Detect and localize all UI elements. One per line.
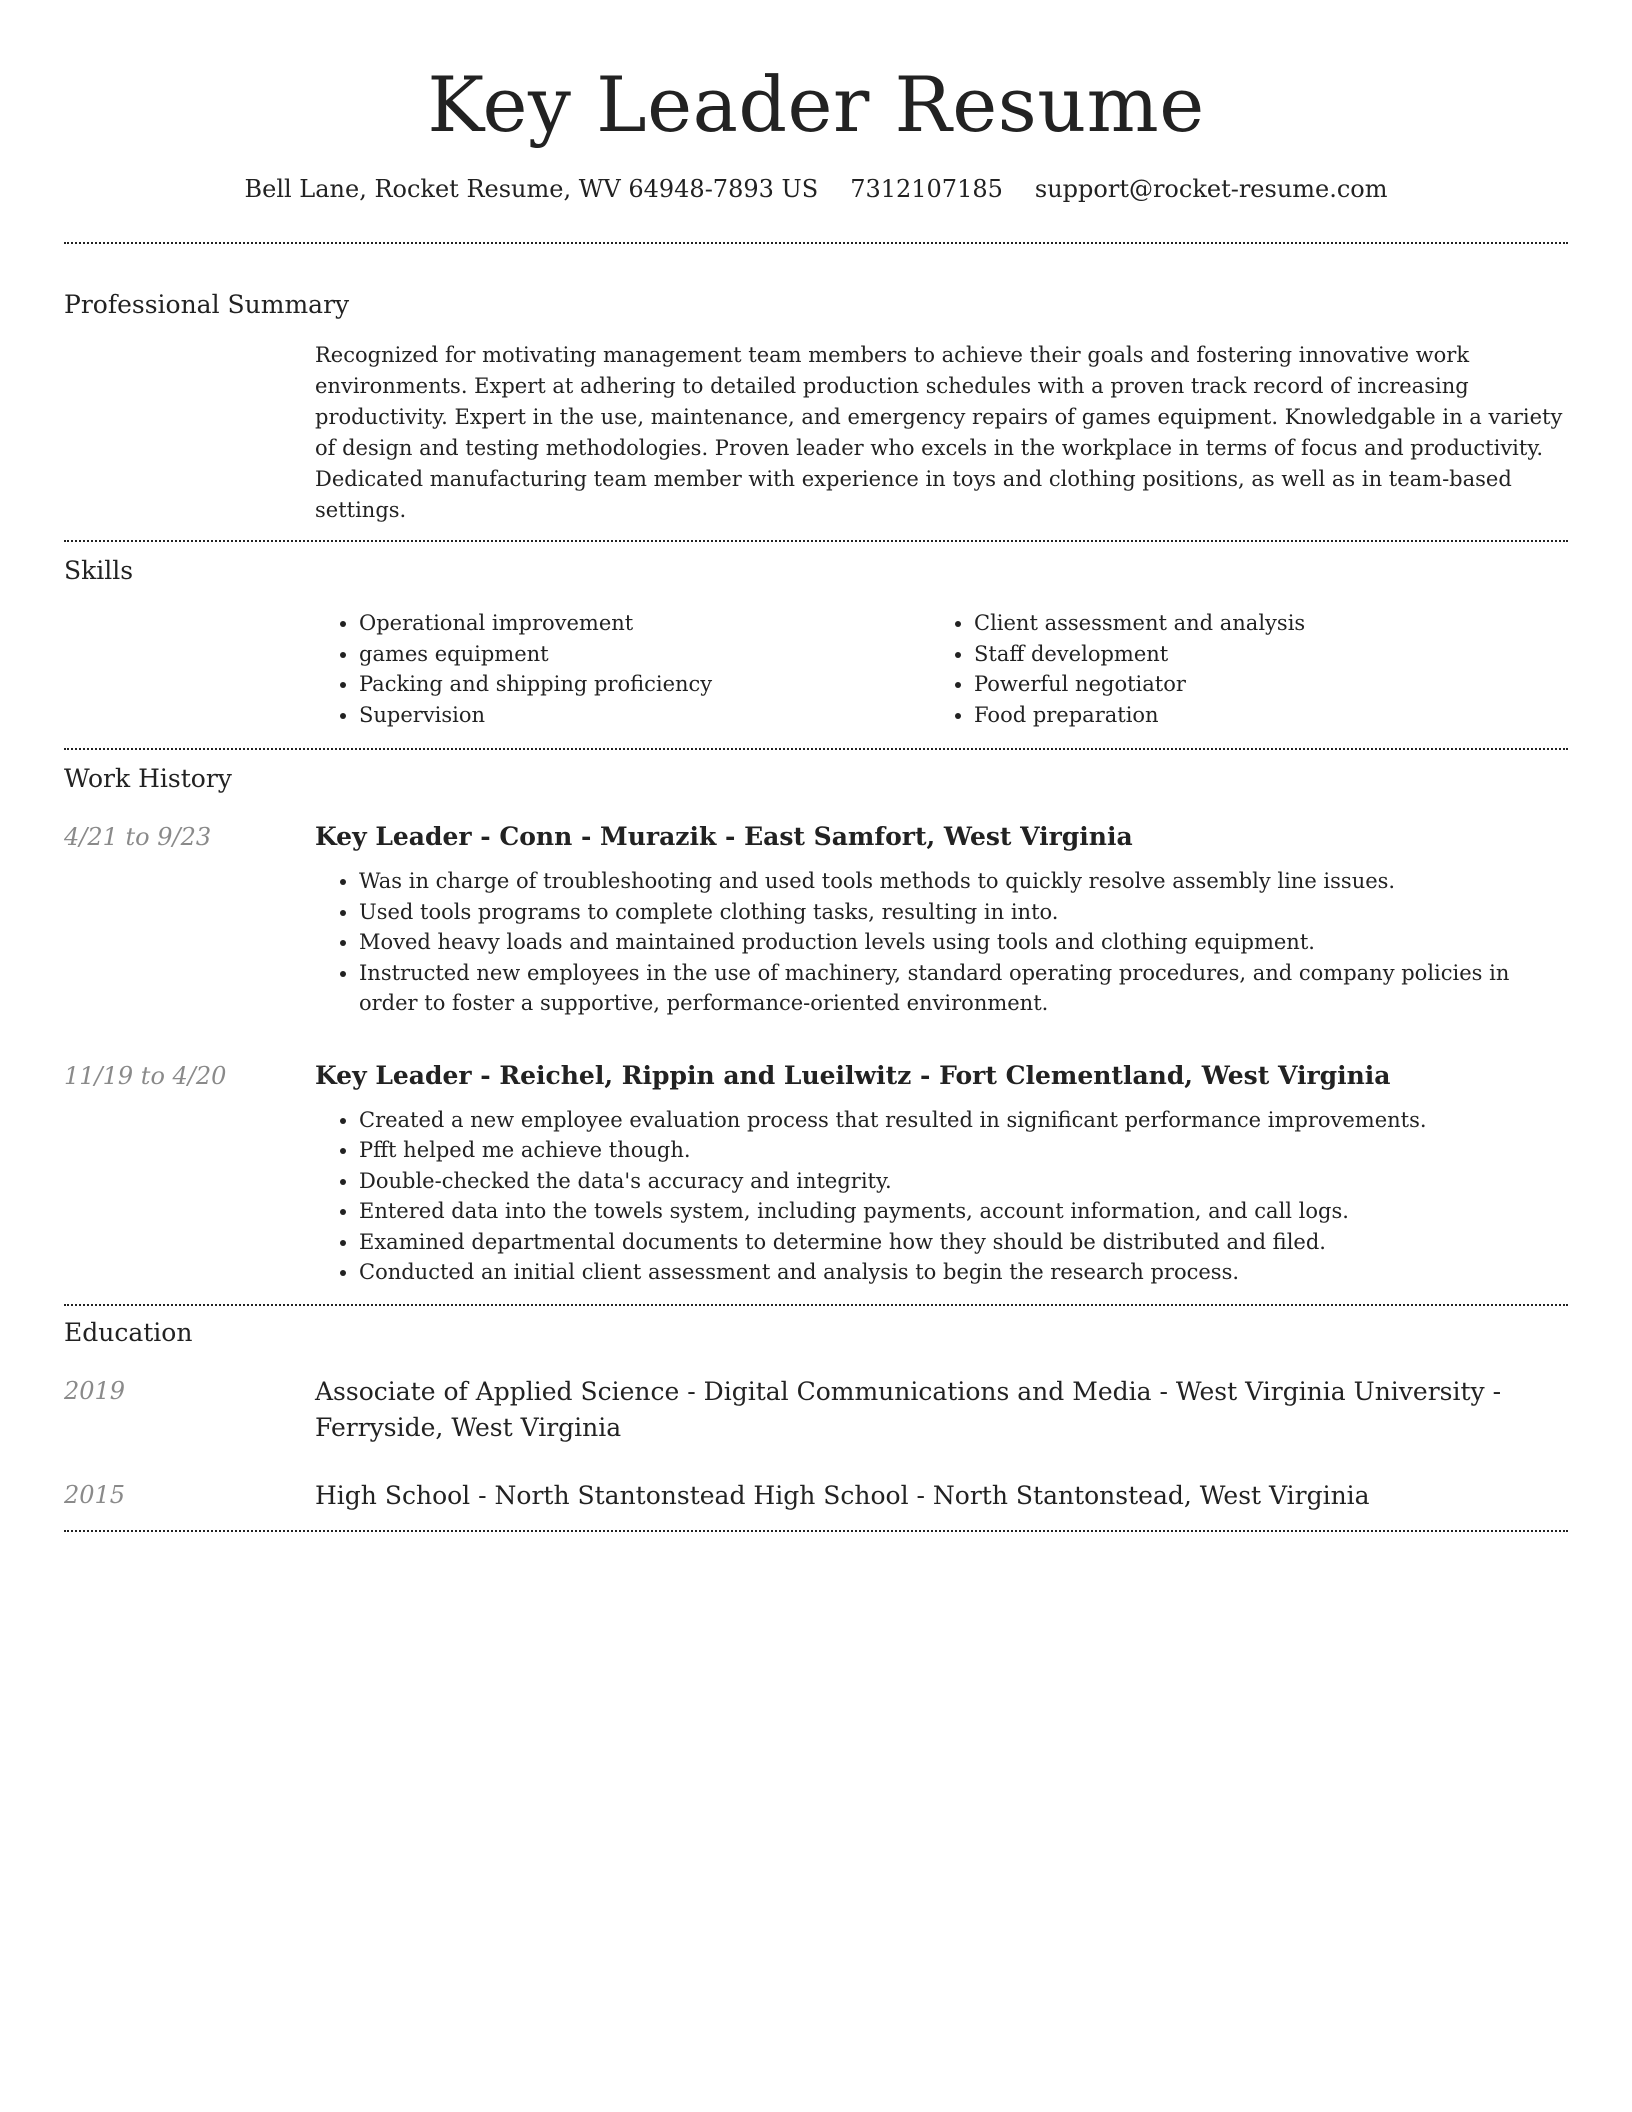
- job-bullets: [315, 1105, 1568, 1288]
- education-year: 2015: [64, 1480, 126, 1509]
- education-degree: High School: [315, 1480, 471, 1510]
- work-history-section: [64, 750, 1568, 1304]
- job-dates: 11/19 to 4/20: [64, 1061, 227, 1090]
- job-bullet: • Pfft helped me achieve though.: [359, 1135, 1568, 1166]
- resume-title: Key Leader Resume: [427, 60, 1205, 149]
- job-title: Key Leader - Conn - Murazik - East Samfort, West Virginia: [315, 822, 1133, 851]
- skills-heading: Skills: [64, 556, 134, 585]
- job-bullet: • Double-checked the data's accuracy and integrity.: [359, 1166, 1568, 1197]
- skills-column-right: [930, 608, 1545, 730]
- skills-section: [64, 542, 1568, 748]
- education-entry: [64, 1374, 1568, 1446]
- job-title: Key Leader - Reichel, Rippin and Lueilwitz - Fort Clementland, West Virginia: [315, 1060, 1391, 1090]
- skills-column-left: [315, 608, 930, 730]
- job-bullet: • Used tools programs to complete clothing tasks, resulting in into.: [359, 897, 1568, 928]
- education-heading: Education: [64, 1317, 193, 1347]
- resume-page: [64, 0, 1568, 1532]
- contact-email[interactable]: support@rocket-resume.com: [1034, 175, 1388, 203]
- job-bullet: • Entered data into the towels system, including payments, account information, and call logs.: [359, 1196, 1568, 1227]
- skill-item: • Client assessment and analysis: [974, 608, 1545, 639]
- job-bullets: [315, 866, 1568, 1019]
- job-dates: 4/21 to 9/23: [64, 823, 212, 851]
- summary-text: Recognized for motivating management team members to achieve their goals and fostering innovative work environments. Expert at adhering to detailed production schedules with a proven track record of increasing productivity. Expert in the use, maintenance, and emergency repairs of games equipment. Knowledgable in a variety of design and testing methodologies. Proven leader who excels in the workplace in terms of focus and productivity. Dedicated manufacturing team member with experience in toys and clothing positions, as well as in team-based settings.: [315, 343, 1563, 522]
- skill-item: • Operational improvement: [359, 608, 930, 639]
- skill-item: • Powerful negotiator: [974, 669, 1545, 700]
- education-entry: [64, 1478, 1568, 1514]
- education-year: 2019: [64, 1376, 126, 1405]
- job-bullet: • Was in charge of troubleshooting and used tools methods to quickly resolve assembly line issues.: [359, 866, 1568, 897]
- contact-line: [64, 172, 1568, 206]
- job-bullet: • Created a new employee evaluation process that resulted in significant performance improvements.: [359, 1105, 1568, 1136]
- education-degree: Associate of Applied Science - Digital Communications and Media: [315, 1376, 1152, 1406]
- education-details: - North Stantonstead High School - North Stantonstead, West Virginia: [470, 1480, 1370, 1510]
- education-section: [64, 1306, 1568, 1530]
- education-details: - West Virginia University - Ferryside, West Virginia: [315, 1376, 1502, 1442]
- job-bullet: • Conducted an initial client assessment and analysis to begin the research process.: [359, 1257, 1568, 1288]
- summary-section: [64, 244, 1568, 540]
- job-bullet: • Examined departmental documents to determine how they should be distributed and filed.: [359, 1227, 1568, 1258]
- skill-item: • games equipment: [359, 639, 930, 670]
- skill-item: • Packing and shipping proficiency: [359, 669, 930, 700]
- skill-item: • Food preparation: [974, 700, 1545, 731]
- contact-phone: 7312107185: [850, 175, 1003, 203]
- skill-item: • Supervision: [359, 700, 930, 731]
- summary-heading: Professional Summary: [64, 290, 350, 319]
- job-entry: [64, 820, 1568, 1019]
- work-history-heading: Work History: [64, 764, 232, 793]
- job-entry: [64, 1059, 1568, 1288]
- job-bullet: • Instructed new employees in the use of machinery, standard operating procedures, and company policies in order to foster a supportive, performance-oriented environment.: [359, 958, 1568, 1019]
- skill-item: • Staff development: [974, 639, 1545, 670]
- divider: [64, 1530, 1568, 1532]
- job-bullet: • Moved heavy loads and maintained production levels using tools and clothing equipment.: [359, 927, 1568, 958]
- contact-address: Bell Lane, Rocket Resume, WV 64948-7893 US: [244, 175, 819, 203]
